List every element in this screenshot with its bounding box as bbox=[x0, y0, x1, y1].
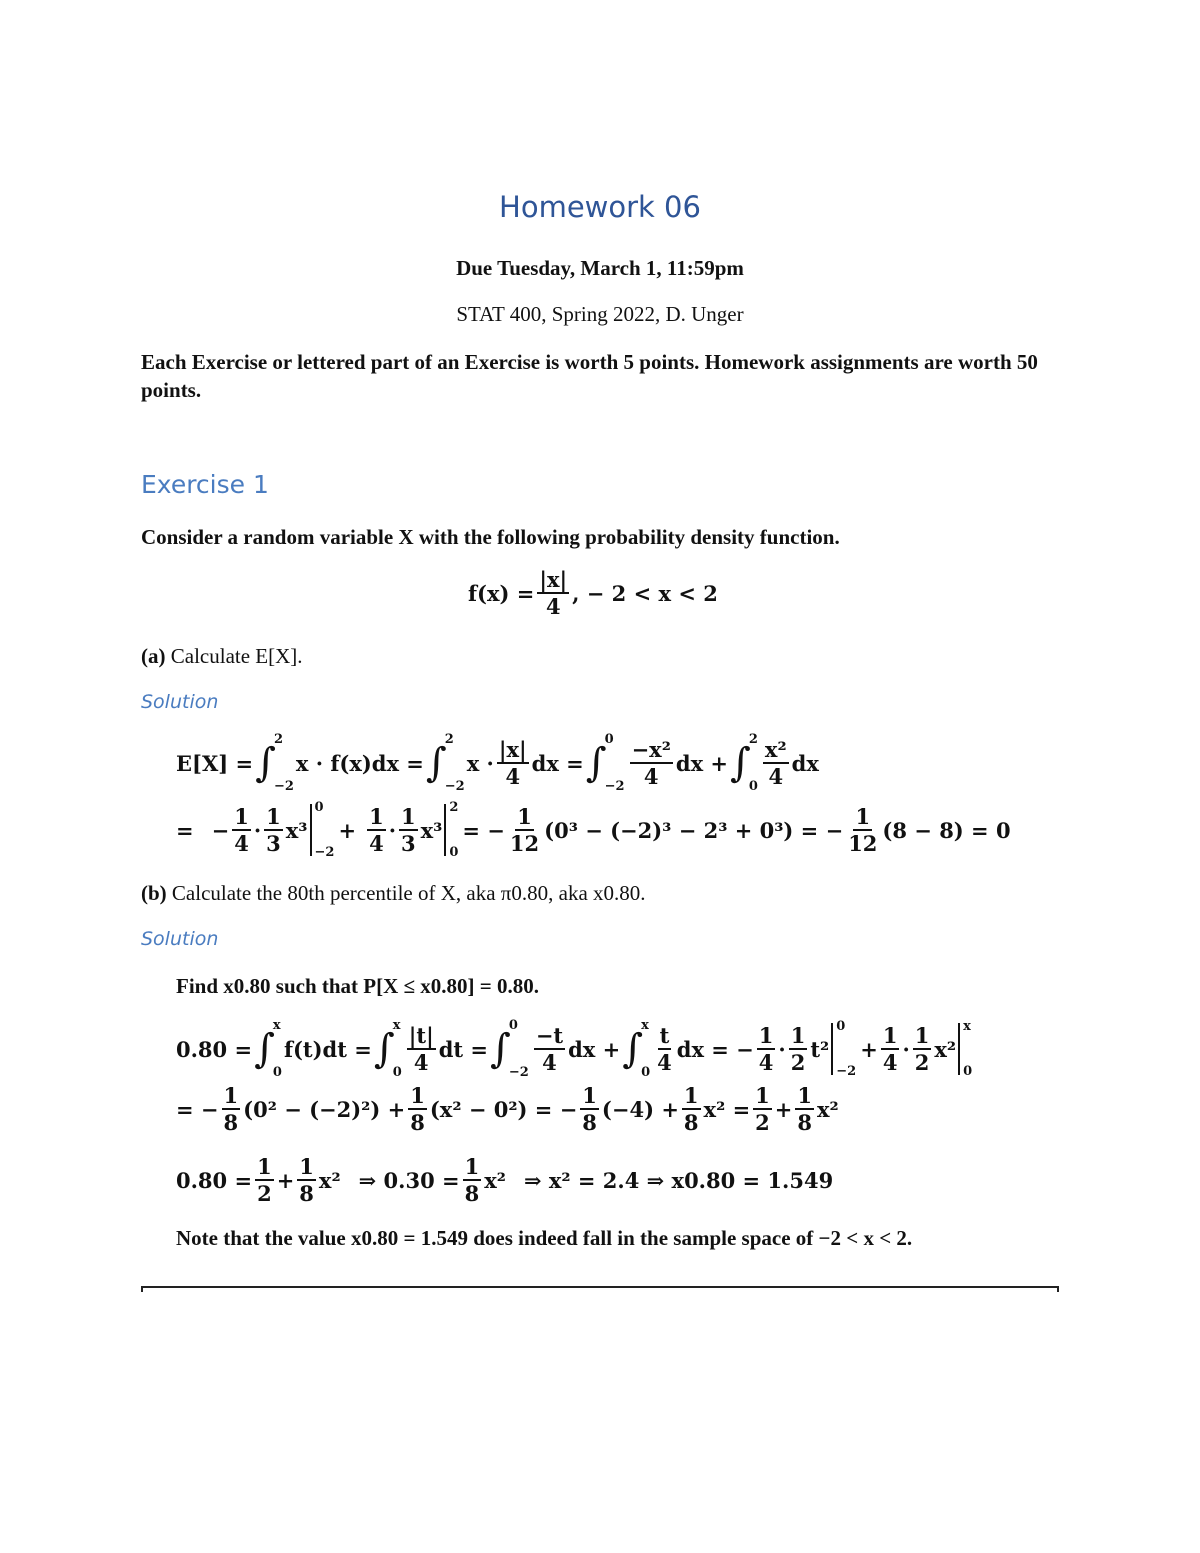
lower-limit: −2 bbox=[273, 779, 294, 794]
minus-sign: − bbox=[211, 817, 230, 843]
plus-sign: + bbox=[338, 817, 357, 843]
numerator: 1 bbox=[463, 1155, 482, 1181]
upper-limit: 2 bbox=[273, 732, 283, 747]
upper-limit: 0 bbox=[508, 1018, 518, 1033]
fraction bbox=[463, 1155, 482, 1205]
part-a-text: Calculate E[X]. bbox=[165, 644, 303, 668]
upper-limit: 2 bbox=[444, 732, 454, 747]
equals-minus: = − bbox=[462, 817, 505, 843]
lower-limit: −2 bbox=[604, 779, 625, 794]
fraction bbox=[881, 1024, 900, 1074]
denominator: 3 bbox=[401, 831, 416, 856]
part-a-label: (a) bbox=[141, 644, 166, 668]
evaluation-bar bbox=[956, 1019, 972, 1079]
lhs: 0.80 = bbox=[176, 1167, 253, 1193]
integral-symbol bbox=[730, 732, 758, 794]
integrand-2b: dx = bbox=[531, 750, 584, 776]
denominator: 12 bbox=[509, 831, 540, 856]
x-squared: x² bbox=[484, 1167, 506, 1193]
numerator: 1 bbox=[297, 1155, 316, 1181]
plus-sign: + bbox=[860, 1036, 878, 1062]
dot: · bbox=[388, 817, 396, 843]
integral-glyph: ∫ bbox=[373, 1026, 395, 1072]
integral-symbol bbox=[374, 1018, 402, 1080]
fraction bbox=[367, 805, 386, 855]
part-b-solution-label: Solution bbox=[141, 928, 219, 950]
plus-sign: + bbox=[276, 1167, 295, 1193]
denominator: 8 bbox=[223, 1110, 239, 1136]
lower-limit: 0 bbox=[748, 779, 758, 794]
denominator: 2 bbox=[755, 1110, 770, 1136]
term-1: (0² − (−2)²) + bbox=[243, 1096, 406, 1122]
fraction bbox=[757, 1024, 776, 1074]
integrand-4b: dx = − bbox=[676, 1036, 754, 1062]
fraction bbox=[763, 738, 789, 788]
lower-limit: −2 bbox=[314, 845, 335, 860]
pdf-denominator: 4 bbox=[545, 594, 561, 620]
numerator: 1 bbox=[757, 1024, 776, 1050]
lower-limit: −2 bbox=[836, 1064, 857, 1079]
section-divider-right-tick bbox=[1057, 1286, 1059, 1292]
numerator: 1 bbox=[580, 1084, 599, 1110]
upper-limit: 2 bbox=[449, 800, 459, 815]
fraction bbox=[408, 1084, 427, 1134]
evaluation-bar bbox=[442, 800, 458, 860]
fraction bbox=[508, 805, 541, 855]
upper-limit: x bbox=[272, 1018, 281, 1033]
equals-minus: = − bbox=[176, 1096, 219, 1122]
part-b-note: Note that the value x0.80 = 1.549 does indeed fall in the sample space of −2 < x < 2. bbox=[176, 1226, 913, 1250]
x-squared: x² bbox=[318, 1167, 341, 1193]
numerator: x² bbox=[763, 738, 789, 764]
fraction bbox=[655, 1024, 674, 1074]
fraction bbox=[846, 805, 879, 855]
x-cubed: x³ bbox=[285, 817, 308, 843]
integral-symbol bbox=[426, 732, 465, 794]
denominator: 8 bbox=[582, 1110, 597, 1136]
denominator: 2 bbox=[914, 1050, 930, 1075]
integral-symbol bbox=[622, 1018, 650, 1080]
part-b-solve-line bbox=[176, 1155, 833, 1205]
final-result: ⇒ x² = 2.4 ⇒ x0.80 = 1.549 bbox=[523, 1167, 834, 1193]
course-info: STAT 400, Spring 2022, D. Unger bbox=[456, 302, 744, 326]
integral-glyph: ∫ bbox=[425, 740, 447, 786]
upper-limit: x bbox=[963, 1019, 971, 1034]
dot: · bbox=[902, 1036, 910, 1062]
part-b-question bbox=[141, 881, 646, 906]
integral-glyph: ∫ bbox=[255, 740, 276, 786]
implies-step: ⇒ 0.30 = bbox=[358, 1167, 460, 1193]
denominator: 2 bbox=[257, 1181, 272, 1207]
integral-symbol bbox=[490, 1018, 529, 1080]
upper-limit: x bbox=[392, 1018, 401, 1033]
lower-limit: −2 bbox=[508, 1065, 529, 1080]
part-b-simplify-line bbox=[176, 1084, 839, 1134]
pdf-lhs: f(x) = bbox=[468, 580, 535, 606]
fraction bbox=[399, 805, 418, 855]
numerator: 1 bbox=[408, 1084, 427, 1110]
numerator: 1 bbox=[913, 1024, 932, 1050]
part-b-label: (b) bbox=[141, 881, 167, 905]
denominator: 4 bbox=[542, 1050, 557, 1075]
numerator: 1 bbox=[853, 805, 872, 831]
page-title: Homework 06 bbox=[499, 190, 701, 224]
part-a-question bbox=[141, 644, 303, 669]
integrand-4b: dx bbox=[791, 750, 819, 776]
integrand-1: x · f(x)dx = bbox=[295, 750, 424, 776]
integral-symbol bbox=[254, 1018, 282, 1080]
pdf-fraction bbox=[537, 568, 569, 618]
denominator: 8 bbox=[410, 1110, 425, 1136]
exercise-heading: Exercise 1 bbox=[141, 470, 269, 499]
equals-sign: = bbox=[176, 817, 194, 843]
denominator: 4 bbox=[505, 764, 521, 789]
fraction bbox=[255, 1155, 274, 1205]
part-a-evaluation-line bbox=[176, 800, 1011, 860]
part-b-find: Find x0.80 such that P[X ≤ x0.80] = 0.80. bbox=[176, 974, 540, 998]
numerator: 1 bbox=[264, 805, 283, 831]
lower-limit: 0 bbox=[272, 1065, 282, 1080]
upper-limit: x bbox=[641, 1018, 649, 1033]
fraction bbox=[264, 805, 283, 855]
t-squared: t² bbox=[810, 1036, 830, 1062]
x-cubed: x³ bbox=[420, 817, 443, 843]
plus-sign: + bbox=[774, 1096, 793, 1122]
fraction bbox=[232, 805, 251, 855]
term-3: (−4) + bbox=[601, 1096, 679, 1122]
integrand-2a: x · bbox=[466, 750, 494, 776]
fraction bbox=[795, 1084, 814, 1134]
numerator: t bbox=[658, 1024, 672, 1050]
numerator: 1 bbox=[682, 1084, 701, 1110]
lower-limit: 0 bbox=[392, 1065, 402, 1080]
denominator: 4 bbox=[643, 764, 659, 789]
part-b-text: Calculate the 80th percentile of X, aka π0.80, aka x0.80. bbox=[166, 881, 646, 905]
numerator: 1 bbox=[789, 1024, 808, 1050]
denominator: 4 bbox=[657, 1050, 672, 1075]
exercise-prompt: Consider a random variable X with the following probability density function. bbox=[141, 525, 840, 549]
pdf-numerator: |x| bbox=[537, 568, 569, 594]
pdf-equation bbox=[468, 568, 718, 618]
denominator: 8 bbox=[464, 1181, 480, 1207]
fraction bbox=[497, 738, 529, 788]
denominator: 2 bbox=[790, 1050, 806, 1075]
integrand-1: f(t)dt = bbox=[283, 1036, 372, 1062]
fraction bbox=[913, 1024, 932, 1074]
numerator: −x² bbox=[630, 738, 673, 764]
upper-limit: 0 bbox=[604, 732, 614, 747]
fraction bbox=[407, 1024, 436, 1074]
integral-symbol bbox=[255, 732, 294, 794]
lower-limit: −2 bbox=[444, 779, 465, 794]
term-4: x² = bbox=[703, 1096, 751, 1122]
integral-glyph: ∫ bbox=[490, 1026, 511, 1072]
result: (8 − 8) = 0 bbox=[882, 817, 1011, 843]
fraction bbox=[630, 738, 673, 788]
denominator: 8 bbox=[683, 1110, 699, 1136]
denominator: 8 bbox=[797, 1110, 813, 1136]
fraction bbox=[534, 1024, 565, 1074]
numerator: 1 bbox=[399, 805, 418, 831]
integrand-3b: dx + bbox=[675, 750, 729, 776]
part-b-integral-line bbox=[176, 1018, 976, 1080]
denominator: 4 bbox=[768, 764, 784, 789]
integral-glyph: ∫ bbox=[622, 1026, 644, 1072]
numerator: 1 bbox=[795, 1084, 814, 1110]
denominator: 12 bbox=[848, 831, 878, 856]
dot: · bbox=[253, 817, 262, 843]
numerator: 1 bbox=[255, 1155, 274, 1181]
part-a-solution-label: Solution bbox=[141, 691, 219, 713]
section-divider-left-tick bbox=[141, 1286, 143, 1292]
due-date: Due Tuesday, March 1, 11:59pm bbox=[456, 256, 744, 280]
denominator: 4 bbox=[413, 1050, 429, 1075]
intro-paragraph: Each Exercise or lettered part of an Exercise is worth 5 points. Homework assignments are worth 50 points. bbox=[141, 350, 1038, 402]
integrand-3b: dx + bbox=[568, 1036, 621, 1062]
part-a-expectation-line bbox=[176, 732, 819, 794]
x-squared: x² bbox=[817, 1096, 839, 1122]
term-2: (x² − 0²) = − bbox=[429, 1096, 578, 1122]
upper-limit: 2 bbox=[748, 732, 758, 747]
denominator: 4 bbox=[234, 831, 249, 856]
numerator: 1 bbox=[753, 1084, 772, 1110]
integrand-2b: dt = bbox=[438, 1036, 489, 1062]
denominator: 4 bbox=[882, 1050, 898, 1075]
fraction bbox=[222, 1084, 241, 1134]
lhs: 0.80 = bbox=[176, 1036, 253, 1062]
fraction bbox=[297, 1155, 316, 1205]
numerator: 1 bbox=[232, 805, 251, 831]
x-squared: x² bbox=[934, 1036, 957, 1062]
numerator: 1 bbox=[515, 805, 534, 831]
lower-limit: 0 bbox=[641, 1065, 651, 1080]
denominator: 4 bbox=[758, 1050, 774, 1075]
evaluation-bar bbox=[829, 1019, 856, 1079]
numerator: 1 bbox=[881, 1024, 900, 1050]
evaluation-bar bbox=[308, 800, 335, 860]
fraction bbox=[580, 1084, 599, 1134]
denominator: 8 bbox=[299, 1181, 314, 1207]
numerator: −t bbox=[534, 1024, 565, 1050]
integral-glyph: ∫ bbox=[585, 740, 607, 786]
upper-limit: 0 bbox=[314, 800, 324, 815]
integral-glyph: ∫ bbox=[730, 740, 751, 786]
numerator: 1 bbox=[222, 1084, 241, 1110]
numerator: |t| bbox=[407, 1024, 436, 1050]
dot: · bbox=[778, 1036, 786, 1062]
section-divider bbox=[141, 1286, 1059, 1288]
fraction bbox=[753, 1084, 772, 1134]
pdf-domain: , − 2 < x < 2 bbox=[572, 580, 718, 606]
lower-limit: 0 bbox=[449, 845, 459, 860]
fraction bbox=[682, 1084, 701, 1134]
upper-limit: 0 bbox=[836, 1019, 846, 1034]
denominator: 3 bbox=[266, 831, 281, 856]
expectation-lhs: E[X] = bbox=[176, 750, 254, 776]
numerator: |x| bbox=[497, 738, 529, 764]
integral-glyph: ∫ bbox=[254, 1026, 275, 1072]
denominator: 4 bbox=[369, 831, 384, 856]
parenthetical: (0³ − (−2)³ − 2³ + 0³) = − bbox=[544, 817, 844, 843]
numerator: 1 bbox=[367, 805, 386, 831]
lower-limit: 0 bbox=[963, 1064, 973, 1079]
fraction bbox=[789, 1024, 808, 1074]
integral-symbol bbox=[586, 732, 625, 794]
